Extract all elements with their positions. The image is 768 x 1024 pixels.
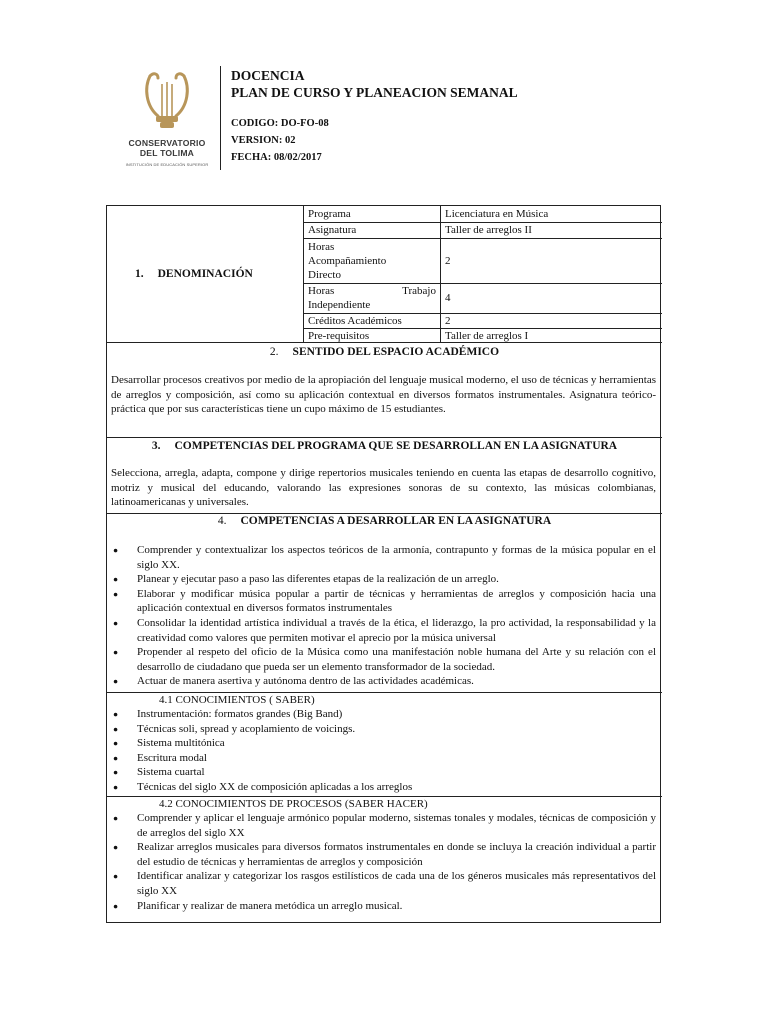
denominacion-label: DENOMINACIÓN <box>157 268 253 280</box>
list-item: ● Identificar analizar y categorizar los rasgos estilísticos de cada una de los géneros musicales más representativos del siglo XX <box>107 869 656 898</box>
competencias-asignatura-heading: 4. COMPETENCIAS A DESARROLLAR EN LA ASIGNATURA <box>217 515 552 527</box>
header-codigo: CODIGO: DO-FO-08 <box>231 118 329 129</box>
procesos-section <box>107 797 662 924</box>
sentido-text: Desarrollar procesos creativos por medio de la apropiación del lenguaje musical moderno, el uso de técnicas y herramientas de arreglos y composición, así como su aplicación contextual en diversos formatos instrumentales. Asignatura teórico-práctica que por sus características tiene un cupo máximo de 15 estudiantes. <box>111 374 656 416</box>
course-plan-table <box>106 205 661 923</box>
document-header <box>231 67 651 166</box>
denominacion-section <box>107 206 662 343</box>
list-item: ● Planear y ejecutar paso a paso las diferentes etapas de la realización de un arreglo. <box>107 572 656 587</box>
list-item: ● Comprender y aplicar el lenguaje armónico popular moderno, sistemas tonales y modales, técnicas de composición y de arreglos del siglo XX <box>107 811 656 840</box>
list-item: ● Consolidar la identidad artística individual a través de la ética, el liderazgo, la pro actividad, la responsabilidad y la creatividad como valores que permiten motivar el aprecio por la música universal <box>107 616 656 645</box>
table-row <box>304 283 663 313</box>
sentido-heading: 2. SENTIDO DEL ESPACIO ACADÉMICO <box>269 346 500 358</box>
logo-name-line1: CONSERVATORIO <box>128 138 206 148</box>
row-key: Créditos Académicos <box>304 313 441 328</box>
competencias-asignatura-list <box>107 543 662 689</box>
row-value: Licenciatura en Música <box>441 206 663 222</box>
list-item: ● Actuar de manera asertiva y autónoma dentro de las actividades académicas. <box>107 674 656 689</box>
list-item: ● Elaborar y modificar música popular a partir de técnicas y herramientas de arreglos y composición hacia una aplicación contextual en diversos formatos instrumentales <box>107 587 656 616</box>
row-key: Horas Trabajo Independiente <box>304 283 441 313</box>
competencias-programa-text: Selecciona, arregla, adapta, compone y dirige repertorios musicales teniendo en cuenta las etapas de desarrollo cognitivo, motriz y musical del educando, valorando las expresiones sonoras de su contexto, las músicas colombianas, latinoamericanas y universales. <box>111 467 656 509</box>
header-divider <box>220 66 221 170</box>
list-item: ● Propender al respeto del oficio de la Música como una manifestación noble humana del Arte y su relación con el desarrollo de ciudadano que pueda ser un elemento transformador de la sociedad. <box>107 645 656 674</box>
procesos-list <box>107 811 662 913</box>
row-key: Horas Acompañamiento Directo <box>304 238 441 283</box>
sentido-section <box>107 343 662 438</box>
competencias-programa-heading: 3. COMPETENCIAS DEL PROGRAMA QUE SE DESARROLLAN EN LA ASIGNATURA <box>151 440 618 452</box>
list-item: ● Comprender y contextualizar los aspectos teóricos de la armonía, contrapunto y formas de la música popular en el siglo XX. <box>107 543 656 572</box>
header-title: DOCENCIA <box>231 68 305 83</box>
program-info-table <box>303 206 662 343</box>
conocimientos-heading: 4.1 CONOCIMIENTOS ( SABER) <box>159 694 315 706</box>
list-item: ● Sistema multitónica <box>107 736 656 751</box>
header-subtitle: PLAN DE CURSO Y PLANEACION SEMANAL <box>231 85 518 100</box>
list-item: ● Instrumentación: formatos grandes (Big Band) <box>107 707 656 722</box>
list-item: ● Planificar y realizar de manera metódica un arreglo musical. <box>107 899 656 914</box>
logo-name-line2: DEL TOLIMA <box>139 148 195 158</box>
row-value: Taller de arreglos I <box>441 328 663 343</box>
list-item: ● Realizar arreglos musicales para diversos formatos instrumentales en donde se incluya la creación individual a partir del estudio de técnicas y herramientas de arreglos y composición <box>107 840 656 869</box>
conservatorio-logo <box>122 70 212 174</box>
row-key: Asignatura <box>304 222 441 238</box>
list-item: ● Técnicas soli, spread y acoplamiento de voicings. <box>107 722 656 737</box>
denominacion-heading <box>135 268 253 280</box>
logo-subtitle: INSTITUCIÓN DE EDUCACIÓN SUPERIOR <box>125 162 209 167</box>
procesos-heading: 4.2 CONOCIMIENTOS DE PROCESOS (SABER HACER) <box>159 798 428 810</box>
header-version: VERSION: 02 <box>231 135 296 146</box>
row-key: Programa <box>304 206 441 222</box>
header-fecha: FECHA: 08/02/2017 <box>231 152 322 163</box>
row-value: 2 <box>441 238 663 283</box>
table-row <box>304 206 663 222</box>
list-item: ● Técnicas del siglo XX de composición aplicadas a los arreglos <box>107 780 656 795</box>
row-value: 4 <box>441 283 663 313</box>
denominacion-number: 1. <box>135 268 144 280</box>
conocimientos-section <box>107 693 662 797</box>
lyre-icon <box>142 70 192 134</box>
conocimientos-list <box>107 707 662 795</box>
table-row <box>304 222 663 238</box>
table-row <box>304 238 663 283</box>
competencias-programa-section <box>107 438 662 514</box>
row-value: 2 <box>441 313 663 328</box>
table-row <box>304 313 663 328</box>
table-row <box>304 328 663 343</box>
row-key: Pre-requisitos <box>304 328 441 343</box>
list-item: ● Escritura modal <box>107 751 656 766</box>
list-item: ● Sistema cuartal <box>107 765 656 780</box>
row-value: Taller de arreglos II <box>441 222 663 238</box>
competencias-asignatura-section <box>107 514 662 693</box>
